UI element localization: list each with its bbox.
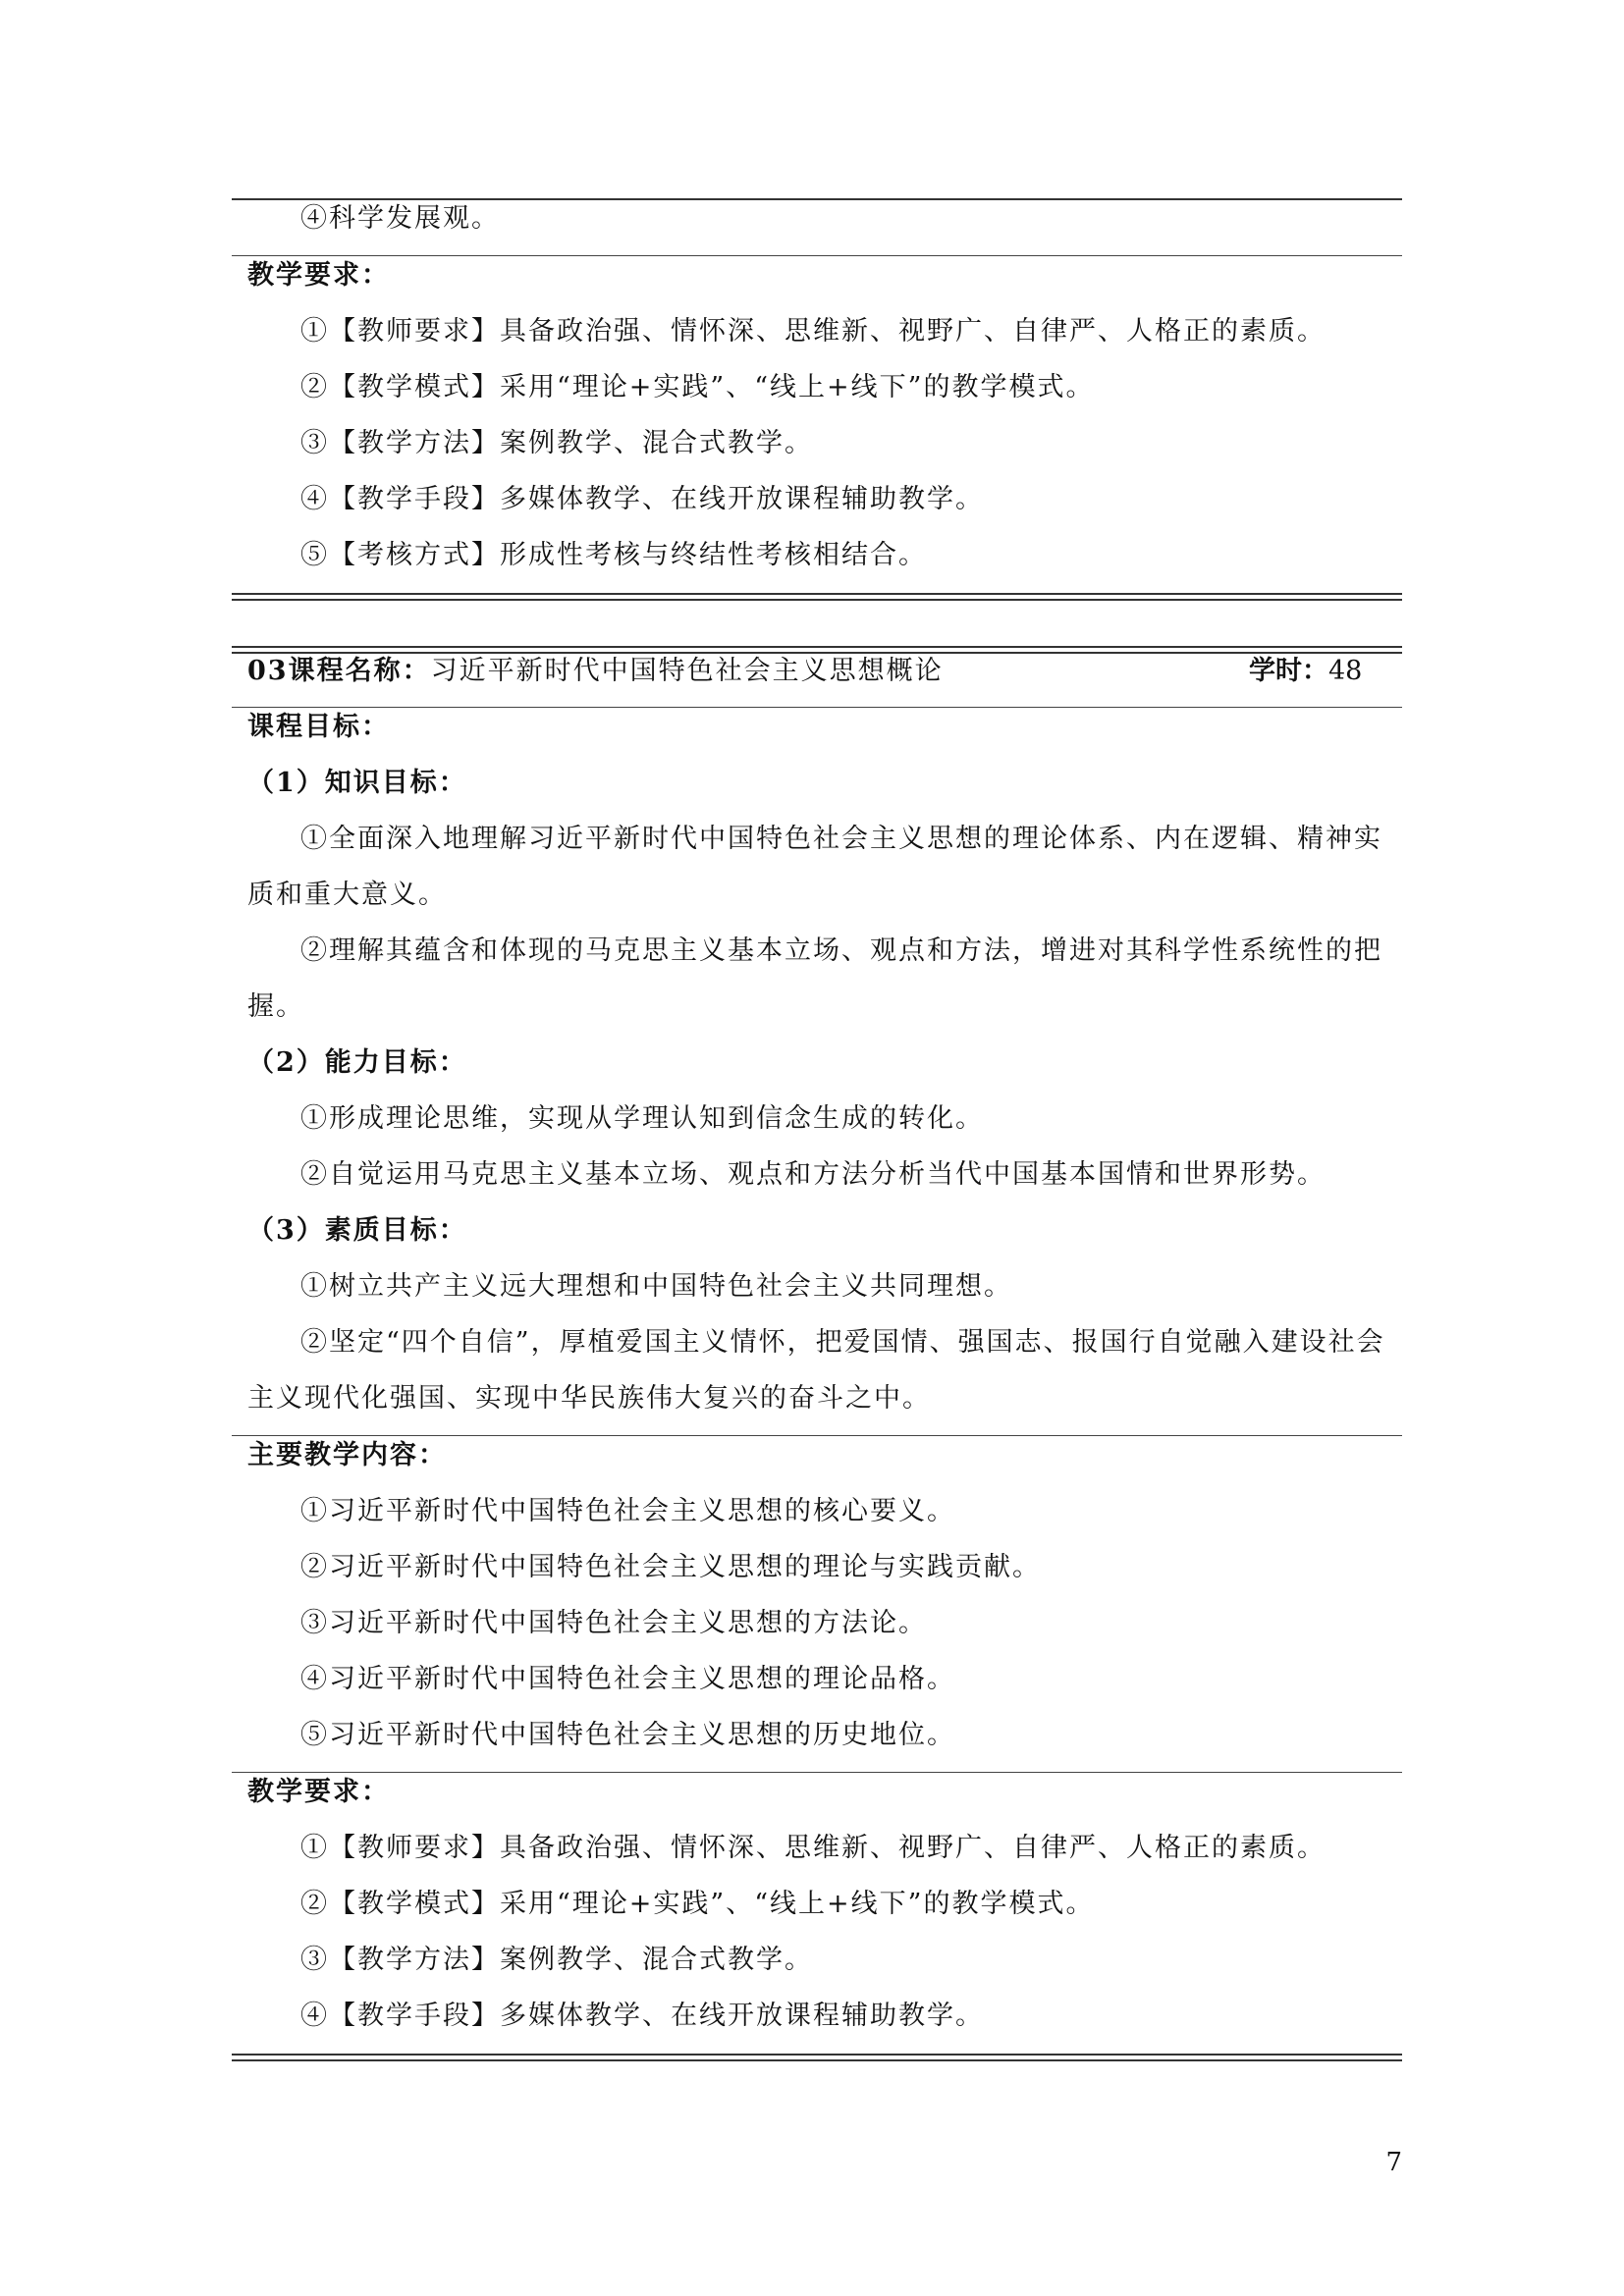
quality-item: ②坚定“四个自信”，厚植爱国主义情怀，把爱国情、强国志、报国行自觉融入建设社会 [300, 1327, 1385, 1358]
course-name-label: 课程名称： [288, 656, 431, 686]
requirements-heading: 教学要求： [247, 1777, 390, 1807]
requirement-item: ②【教学模式】采用“理论+实践”、“线上+线下”的教学模式。 [300, 1889, 1095, 1919]
course-title-row [247, 653, 944, 690]
knowledge-item: 握。 [247, 991, 304, 1022]
page-number: 7 [1385, 2148, 1402, 2177]
table-bottom-rule [232, 593, 1402, 601]
quality-item: 主义现代化强国、实现中华民族伟大复兴的奋斗之中。 [247, 1383, 931, 1414]
content-item: ③习近平新时代中国特色社会主义思想的方法论。 [300, 1608, 927, 1638]
requirement-item: ③【教学方法】案例教学、混合式教学。 [300, 1945, 813, 1975]
knowledge-item: ②理解其蕴含和体现的马克思主义基本立场、观点和方法，增进对其科学性系统性的把 [300, 935, 1382, 966]
quality-item: ①树立共产主义远大理想和中国特色社会主义共同理想。 [300, 1271, 1012, 1302]
requirement-item: ①【教师要求】具备政治强、情怀深、思维新、视野广、自律严、人格正的素质。 [300, 1833, 1326, 1863]
section-divider [232, 255, 1402, 256]
requirement-item: ②【教学模式】采用“理论+实践”、“线上+线下”的教学模式。 [300, 372, 1095, 402]
requirement-item: ⑤【考核方式】形成性考核与终结性考核相结合。 [300, 540, 927, 570]
requirement-item: ①【教师要求】具备政治强、情怀深、思维新、视野广、自律严、人格正的素质。 [300, 316, 1326, 347]
content-item: ⑤习近平新时代中国特色社会主义思想的历史地位。 [300, 1720, 955, 1750]
section-divider [232, 707, 1402, 708]
hours-label: 学时： [1249, 656, 1328, 686]
content-heading: 主要教学内容： [247, 1440, 447, 1470]
requirement-item: ④【教学手段】多媒体教学、在线开放课程辅助教学。 [300, 484, 984, 514]
requirements-heading: 教学要求： [247, 260, 390, 291]
course-number: 03 [247, 656, 289, 686]
quality-heading: （3）素质目标： [247, 1215, 467, 1246]
requirement-item: ④【教学手段】多媒体教学、在线开放课程辅助教学。 [300, 2001, 984, 2031]
requirement-item: ③【教学方法】案例教学、混合式教学。 [300, 428, 813, 458]
section-divider [232, 1435, 1402, 1436]
hours-value: 48 [1328, 656, 1363, 686]
section-divider [232, 1772, 1402, 1773]
ability-item: ①形成理论思维，实现从学理认知到信念生成的转化。 [300, 1103, 984, 1134]
course-hours [1249, 653, 1362, 690]
ability-heading: （2）能力目标： [247, 1047, 467, 1078]
course-name: 习近平新时代中国特色社会主义思想概论 [430, 656, 944, 686]
knowledge-item: 质和重大意义。 [247, 880, 447, 910]
content-item: ①习近平新时代中国特色社会主义思想的核心要义。 [300, 1496, 955, 1526]
content-item: ②习近平新时代中国特色社会主义思想的理论与实践贡献。 [300, 1552, 1041, 1582]
content-item: ④科学发展观。 [300, 203, 500, 234]
content-item: ④习近平新时代中国特色社会主义思想的理论品格。 [300, 1664, 955, 1694]
knowledge-heading: （1）知识目标： [247, 768, 467, 798]
ability-item: ②自觉运用马克思主义基本立场、观点和方法分析当代中国基本国情和世界形势。 [300, 1159, 1326, 1190]
knowledge-item: ①全面深入地理解习近平新时代中国特色社会主义思想的理论体系、内在逻辑、精神实 [300, 824, 1382, 854]
table-bottom-rule [232, 2054, 1402, 2061]
goals-heading: 课程目标： [247, 712, 390, 742]
